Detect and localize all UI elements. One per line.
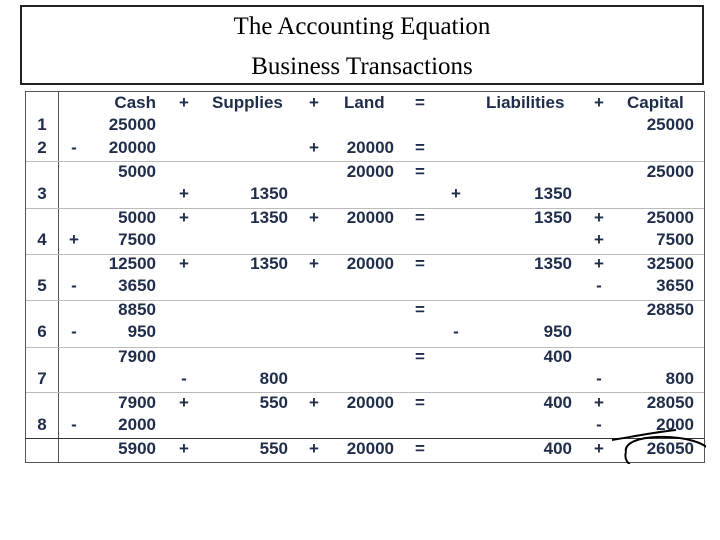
- operator-plus-minus: +: [309, 439, 319, 458]
- header-supplies: Supplies: [212, 93, 283, 112]
- transaction-number: 5: [37, 276, 47, 295]
- liabilities-value: 950: [543, 322, 572, 341]
- cash-value: 5000: [118, 162, 156, 181]
- header-plus: +: [309, 93, 319, 112]
- operator-plus-minus: +: [309, 393, 319, 412]
- transaction-number: 6: [37, 322, 47, 341]
- operator-plus-minus: +: [594, 254, 604, 273]
- operator-plus-minus: -: [181, 369, 187, 388]
- capital-value: 28050: [646, 393, 694, 412]
- capital-value: 25000: [646, 115, 694, 134]
- supplies-value: 550: [259, 439, 288, 458]
- operator-plus-minus: +: [179, 184, 189, 203]
- header-plus: +: [179, 93, 189, 112]
- capital-value: 800: [665, 369, 694, 388]
- operator-plus-minus: -: [596, 276, 602, 295]
- transaction-number: 1: [37, 115, 47, 134]
- cash-sign: -: [71, 322, 77, 341]
- transaction-number: 3: [37, 184, 47, 203]
- operator-plus-minus: +: [594, 208, 604, 227]
- equals-sign: =: [415, 439, 425, 458]
- capital-value: 2000: [656, 415, 694, 434]
- equals-sign: =: [415, 138, 425, 157]
- operator-plus-minus: +: [309, 208, 319, 227]
- capital-value: 25000: [646, 208, 694, 227]
- cash-value: 7900: [118, 347, 156, 366]
- equals-sign: =: [415, 254, 425, 273]
- liabilities-value: 1350: [534, 208, 572, 227]
- transaction-number: 2: [37, 138, 47, 157]
- cash-value: 3650: [118, 276, 156, 295]
- land-value: 20000: [346, 439, 394, 458]
- capital-value: 25000: [646, 162, 694, 181]
- capital-value: 32500: [646, 254, 694, 273]
- equals-sign: =: [415, 393, 425, 412]
- equals-sign: =: [415, 347, 425, 366]
- liabilities-value: 1350: [534, 184, 572, 203]
- land-value: 20000: [346, 138, 394, 157]
- capital-value: 28850: [646, 300, 694, 319]
- cash-value: 2000: [118, 415, 156, 434]
- operator-plus-minus: -: [596, 369, 602, 388]
- capital-value: 3650: [656, 276, 694, 295]
- liabilities-value: 400: [543, 393, 572, 412]
- land-value: 20000: [346, 254, 394, 273]
- header-cash: Cash: [114, 93, 156, 112]
- cash-value: 8850: [118, 300, 156, 319]
- equals-sign: =: [415, 162, 425, 181]
- operator-plus-minus: +: [594, 393, 604, 412]
- header-plus: +: [594, 93, 604, 112]
- transaction-number: 4: [37, 230, 47, 249]
- cash-value: 5900: [118, 439, 156, 458]
- operator-plus-minus: +: [179, 393, 189, 412]
- transaction-number: 8: [37, 415, 47, 434]
- supplies-value: 1350: [250, 254, 288, 273]
- liabilities-sign: +: [451, 184, 461, 203]
- liabilities-value: 1350: [534, 254, 572, 273]
- header-equals: =: [415, 93, 425, 112]
- cash-value: 20000: [108, 138, 156, 157]
- transaction-number: 7: [37, 369, 47, 388]
- land-value: 20000: [346, 208, 394, 227]
- cash-value: 7500: [118, 230, 156, 249]
- cash-value: 950: [127, 322, 156, 341]
- supplies-value: 550: [259, 393, 288, 412]
- transactions-table: [25, 91, 705, 463]
- operator-plus-minus: +: [179, 254, 189, 273]
- cash-sign: -: [71, 276, 77, 295]
- liabilities-value: 400: [543, 347, 572, 366]
- capital-value: 7500: [656, 230, 694, 249]
- title-box: [20, 5, 704, 85]
- title-line-1: The Accounting Equation: [233, 13, 491, 40]
- operator-plus-minus: +: [594, 439, 604, 458]
- supplies-value: 800: [259, 369, 288, 388]
- liabilities-value: 400: [543, 439, 572, 458]
- land-value: 20000: [346, 162, 394, 181]
- cash-value: 7900: [118, 393, 156, 412]
- cash-sign: -: [71, 415, 77, 434]
- operator-plus-minus: +: [309, 138, 319, 157]
- header-land: Land: [344, 93, 385, 112]
- operator-plus-minus: +: [594, 230, 604, 249]
- operator-plus-minus: +: [309, 254, 319, 273]
- cash-value: 12500: [108, 254, 156, 273]
- land-value: 20000: [346, 393, 394, 412]
- cash-sign: +: [69, 230, 79, 249]
- supplies-value: 1350: [250, 208, 288, 227]
- title-line-2: Business Transactions: [251, 53, 473, 80]
- cash-sign: -: [71, 138, 77, 157]
- operator-plus-minus: +: [179, 208, 189, 227]
- equals-sign: =: [415, 300, 425, 319]
- capital-value: 26050: [646, 439, 694, 458]
- cash-value: 25000: [108, 115, 156, 134]
- equals-sign: =: [415, 208, 425, 227]
- header-liabilities: Liabilities: [486, 93, 565, 112]
- liabilities-sign: -: [453, 322, 459, 341]
- header-capital: Capital: [627, 93, 684, 112]
- cash-value: 5000: [118, 208, 156, 227]
- operator-plus-minus: -: [596, 415, 602, 434]
- operator-plus-minus: +: [179, 439, 189, 458]
- supplies-value: 1350: [250, 184, 288, 203]
